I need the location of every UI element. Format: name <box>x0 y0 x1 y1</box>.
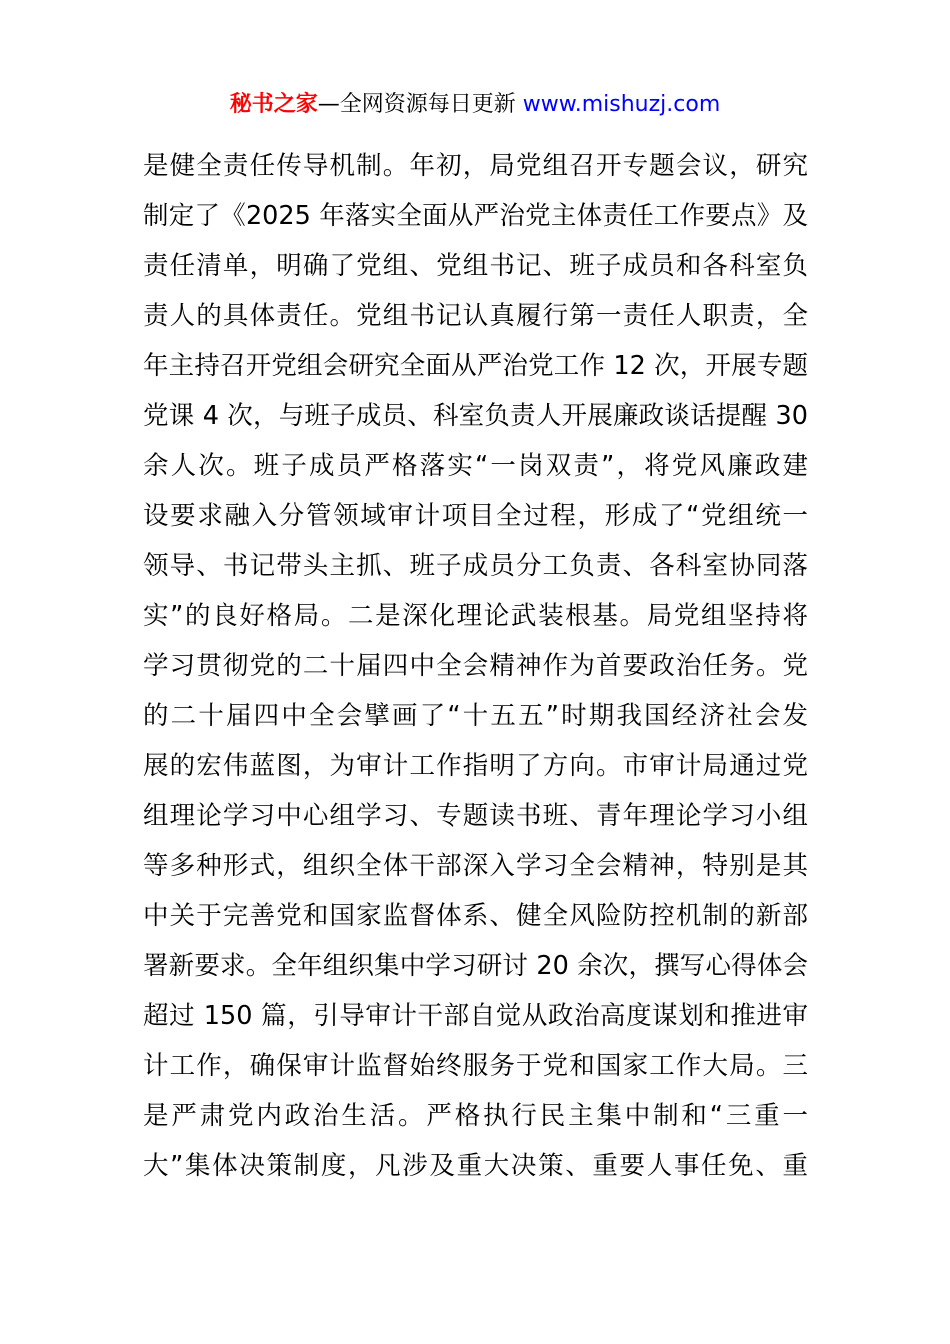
text-line: 制定了《2025 年落实全面从严治党主体责任工作要点》及 <box>143 201 808 231</box>
text-line: 领导、书记带头主抓、班子成员分工负责、各科室协同落 <box>143 551 808 581</box>
document-body <box>143 146 808 1196</box>
text-line: 组理论学习中心组学习、专题读书班、青年理论学习小组 <box>143 801 808 831</box>
text-line: 是严肃党内政治生活。严格执行民主集中制和“三重一 <box>143 1101 808 1131</box>
text-line: 党课 4 次，与班子成员、科室负责人开展廉政谈话提醒 30 <box>143 401 808 431</box>
text-line: 超过 150 篇，引导审计干部自觉从政治高度谋划和推进审 <box>143 1001 808 1031</box>
page-header <box>0 88 950 122</box>
brand-name: 秘书之家 <box>229 92 318 117</box>
text-line: 中关于完善党和国家监督体系、健全风险防控机制的新部 <box>143 901 808 931</box>
text-line: 年主持召开党组会研究全面从严治党工作 12 次，开展专题 <box>143 351 808 381</box>
header-slogan: —全网资源每日更新 <box>317 92 516 117</box>
website-link[interactable]: www.mishuzj.com <box>522 92 721 117</box>
text-line: 是健全责任传导机制。年初，局党组召开专题会议，研究 <box>143 151 808 181</box>
text-line: 计工作，确保审计监督始终服务于党和国家工作大局。三 <box>143 1051 808 1081</box>
text-line: 实”的良好格局。二是深化理论武装根基。局党组坚持将 <box>143 601 808 631</box>
text-line: 展的宏伟蓝图，为审计工作指明了方向。市审计局通过党 <box>143 751 808 781</box>
text-line: 署新要求。全年组织集中学习研讨 20 余次，撰写心得体会 <box>143 951 808 981</box>
text-line: 设要求融入分管领域审计项目全过程，形成了“党组统一 <box>143 501 808 531</box>
text-line: 责人的具体责任。党组书记认真履行第一责任人职责，全 <box>143 301 808 331</box>
text-line: 责任清单，明确了党组、党组书记、班子成员和各科室负 <box>143 251 808 281</box>
text-line: 大”集体决策制度，凡涉及重大决策、重要人事任免、重 <box>143 1151 808 1181</box>
text-line: 的二十届四中全会擘画了“十五五”时期我国经济社会发 <box>143 701 808 731</box>
text-line: 等多种形式，组织全体干部深入学习全会精神，特别是其 <box>143 851 808 881</box>
text-line: 学习贯彻党的二十届四中全会精神作为首要政治任务。党 <box>143 651 808 681</box>
text-line: 余人次。班子成员严格落实“一岗双责”，将党风廉政建 <box>143 451 808 481</box>
